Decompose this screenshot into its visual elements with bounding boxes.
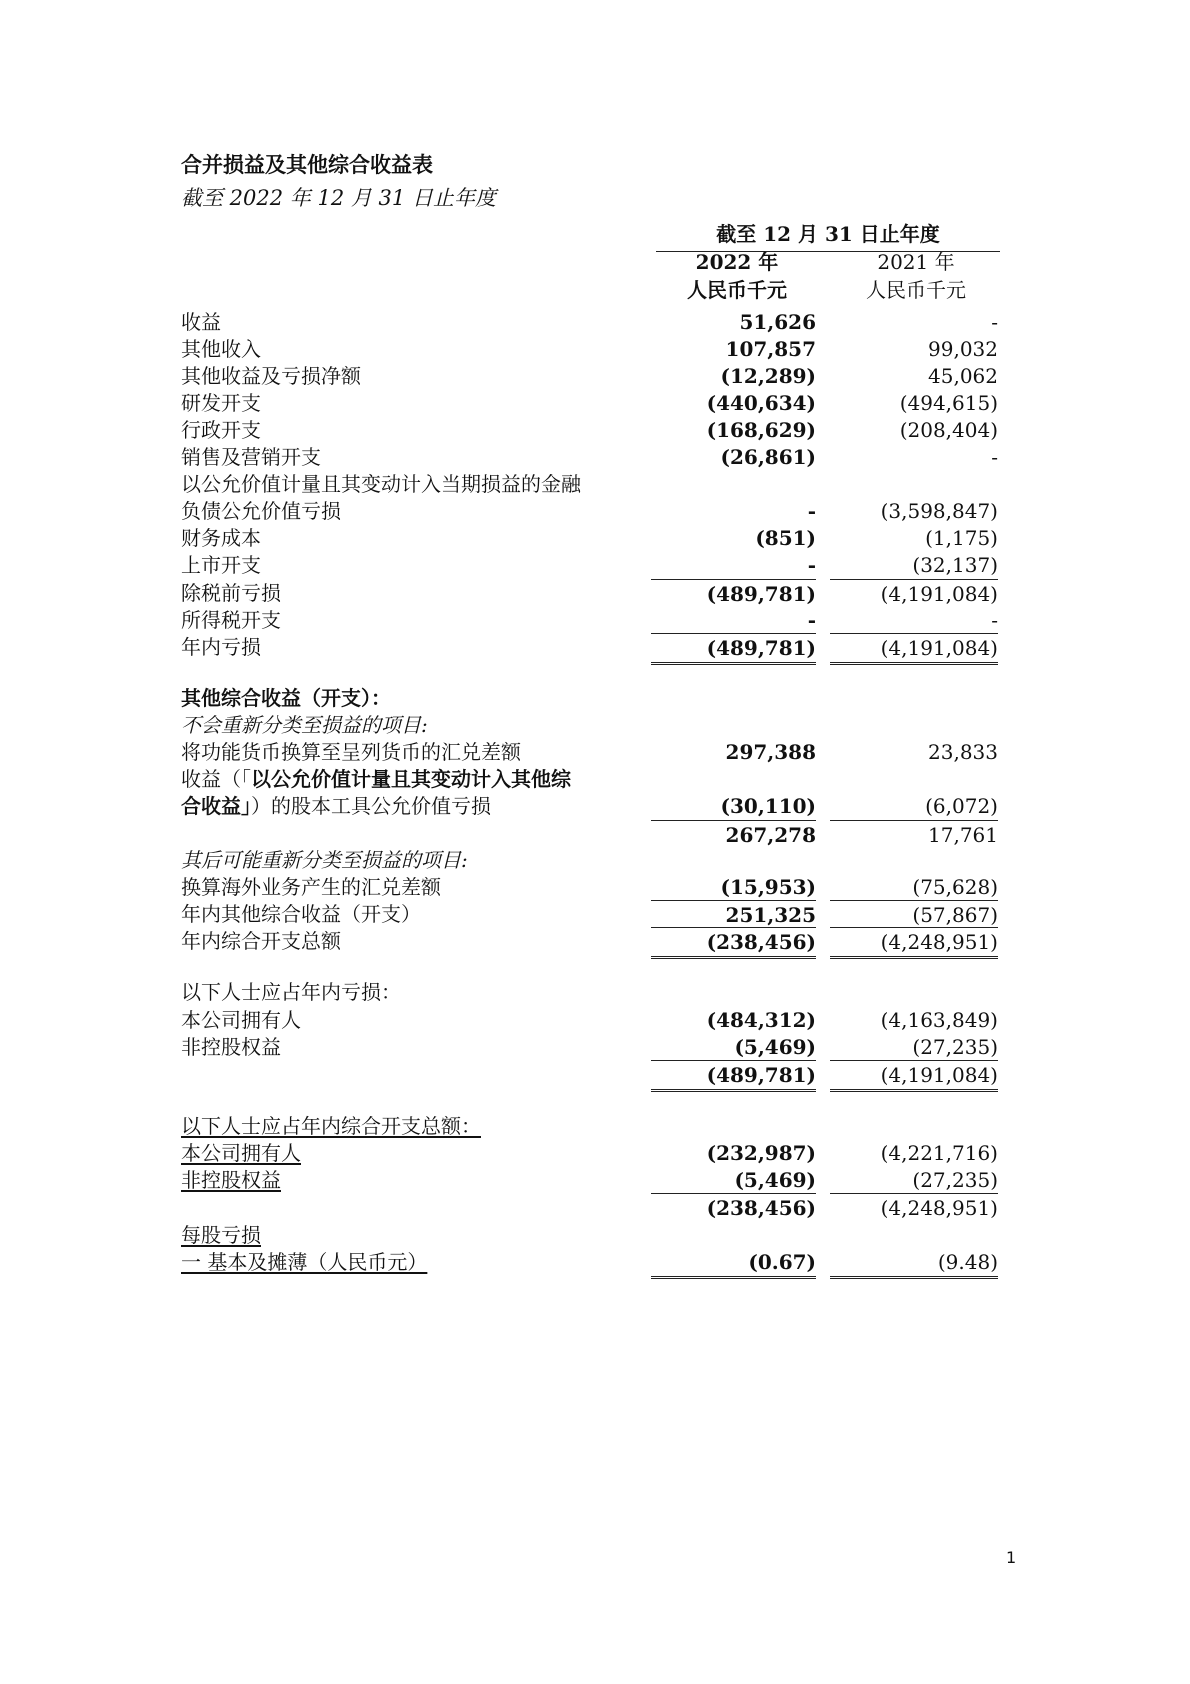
value-2021: - (991, 608, 998, 632)
column-header-2021 (830, 248, 1002, 304)
row-loss-year (0, 633, 1190, 661)
value-2021: (494,615) (899, 391, 998, 415)
value-2021: (4,163,849) (880, 1008, 998, 1032)
value-2021: (27,235) (912, 1168, 998, 1192)
row-label: 研发开支 (181, 391, 261, 415)
row-label: 上市开支 (181, 553, 261, 577)
value-2021: (3,598,847) (880, 499, 998, 523)
column-unit-2022: 人民币千元 (687, 278, 787, 302)
eps-heading (0, 1221, 1190, 1249)
value-2021: (6,072) (925, 794, 998, 818)
row-label: 非控股权益 (181, 1035, 281, 1059)
row-fx-foreign (0, 873, 1190, 901)
row-subtotal (0, 820, 1190, 848)
section-heading: 其他综合收益（开支）： (181, 686, 391, 710)
row-label: 行政开支 (181, 418, 261, 442)
value-2022: 251,325 (651, 900, 816, 929)
row-label-part: 收益（「 (181, 767, 251, 791)
row-label: 收益 (181, 310, 221, 334)
value-2022: (238,456) (651, 927, 816, 959)
row-other-gains (0, 362, 1190, 390)
row-label: 一 基本及摊薄（人民币元） (181, 1250, 428, 1274)
row-label: 以公允价值计量且其变动计入当期损益的金融 (181, 472, 581, 496)
row-label-part-bold: 合收益」 (181, 794, 251, 818)
row-other-income (0, 335, 1190, 363)
value-2021: (4,248,951) (830, 1193, 998, 1222)
value-2021: (57,867) (830, 900, 998, 929)
value-2021: 23,833 (928, 740, 998, 764)
row-label: 除税前亏损 (181, 581, 281, 605)
row-label: 销售及营销开支 (181, 445, 321, 469)
column-header-2022 (651, 248, 823, 304)
row-label: 非控股权益 (181, 1168, 281, 1192)
column-unit-2021: 人民币千元 (866, 278, 966, 302)
value-2022: (238,456) (651, 1193, 816, 1222)
value-2021: (208,404) (899, 418, 998, 442)
row-label (181, 792, 491, 820)
value-2022: (30,110) (720, 794, 816, 818)
value-2021: (75,628) (912, 875, 998, 899)
row-total-comprehensive (0, 927, 1190, 955)
section-heading: 以下人士应占年内综合开支总额： (181, 1114, 481, 1138)
value-2022: (489,781) (651, 579, 816, 608)
row-label: 本公司拥有人 (181, 1141, 301, 1165)
value-2022: (489,781) (651, 1060, 816, 1092)
row-label-part: ）的股本工具公允价值亏损 (251, 794, 491, 818)
value-2021: - (991, 445, 998, 469)
value-2021: (9.48) (830, 1248, 998, 1279)
row-label: 所得税开支 (181, 608, 281, 632)
row-label: 财务成本 (181, 526, 261, 550)
row-label: 其他收益及亏损净额 (181, 364, 361, 388)
row-finance-cost (0, 524, 1190, 552)
value-2022: 297,388 (725, 740, 816, 764)
value-2021: (27,235) (912, 1035, 998, 1059)
value-2022: - (807, 553, 816, 577)
row-loss-nci (0, 1033, 1190, 1061)
value-2021: (4,248,951) (830, 927, 998, 959)
value-2022: (484,312) (706, 1008, 816, 1032)
value-2021: (4,221,716) (880, 1141, 998, 1165)
value-2022: 267,278 (651, 820, 816, 849)
row-rnd (0, 389, 1190, 417)
row-label: 本公司拥有人 (181, 1008, 301, 1032)
section-subheading: 其后可能重新分类至损益的项目: (181, 848, 468, 872)
row-tax (0, 606, 1190, 634)
row-label: 年内其他综合收益（开支） (181, 902, 421, 926)
value-2022: (5,469) (734, 1035, 816, 1059)
value-2022: 107,857 (725, 337, 816, 361)
row-fx-presentation (0, 738, 1190, 766)
value-2022: (12,289) (720, 364, 816, 388)
value-2022: (0.67) (651, 1248, 816, 1279)
value-2022: 51,626 (739, 310, 816, 334)
value-2021: (4,191,084) (830, 633, 998, 665)
value-2022: (232,987) (706, 1141, 816, 1165)
row-loss-total (0, 1060, 1190, 1088)
value-2021: (4,191,084) (830, 579, 998, 608)
section-heading: 以下人士应占年内亏损： (181, 980, 401, 1004)
oci-heading (0, 684, 1190, 712)
statement-subtitle: 截至 2022 年 12 月 31 日止年度 (181, 186, 496, 210)
column-year-2022: 2022 年 (695, 250, 779, 274)
row-comp-total (0, 1193, 1190, 1221)
value-2022: (15,953) (720, 875, 816, 899)
value-2021: (1,175) (925, 526, 998, 550)
section-subheading: 不会重新分类至损益的项目: (181, 713, 428, 737)
value-2022: - (807, 499, 816, 523)
row-label-part-bold: 以公允价值计量且其变动计入其他综 (251, 767, 571, 791)
row-oci-year (0, 900, 1190, 928)
value-2021: 99,032 (928, 337, 998, 361)
row-label (181, 765, 571, 793)
value-2022: (5,469) (734, 1168, 816, 1192)
page-number: 1 (1006, 1548, 1017, 1567)
value-2022: (440,634) (706, 391, 816, 415)
column-year-2021: 2021 年 (877, 250, 955, 274)
row-admin (0, 416, 1190, 444)
row-label: 年内亏损 (181, 635, 261, 659)
row-fvoci-line1 (0, 765, 1190, 793)
value-2022: (26,861) (720, 445, 816, 469)
value-2021: 45,062 (928, 364, 998, 388)
row-loss-owners (0, 1006, 1190, 1034)
row-comp-owners (0, 1139, 1190, 1167)
row-fvoci (0, 792, 1190, 820)
comp-attr-heading (0, 1112, 1190, 1140)
row-label: 换算海外业务产生的汇兑差额 (181, 875, 441, 899)
row-fv-loss (0, 497, 1190, 525)
value-2022: (168,629) (706, 418, 816, 442)
row-label: 负债公允价值亏损 (181, 499, 341, 523)
row-label: 其他收入 (181, 337, 261, 361)
statement-title: 合并损益及其他综合收益表 (181, 152, 433, 177)
loss-attr-heading (0, 978, 1190, 1006)
row-fv-loss-line1 (0, 470, 1190, 498)
row-pretax-loss (0, 579, 1190, 607)
row-listing (0, 551, 1190, 579)
not-reclass-heading (0, 711, 1190, 739)
value-2022: - (807, 608, 816, 632)
row-selling (0, 443, 1190, 471)
may-reclass-heading (0, 846, 1190, 874)
value-2021: 17,761 (830, 820, 998, 849)
period-header: 截至 12 月 31 日止年度 (656, 218, 1000, 252)
value-2022: (851) (755, 526, 816, 550)
row-eps (0, 1248, 1190, 1276)
value-2021: (32,137) (912, 553, 998, 577)
value-2021: (4,191,084) (830, 1060, 998, 1092)
row-label: 将功能货币换算至呈列货币的汇兑差额 (181, 740, 521, 764)
section-heading: 每股亏损 (181, 1223, 261, 1247)
row-label: 年内综合开支总额 (181, 929, 341, 953)
row-comp-nci (0, 1166, 1190, 1194)
value-2021: - (991, 310, 998, 334)
value-2022: (489,781) (651, 633, 816, 665)
row-revenue (0, 308, 1190, 336)
